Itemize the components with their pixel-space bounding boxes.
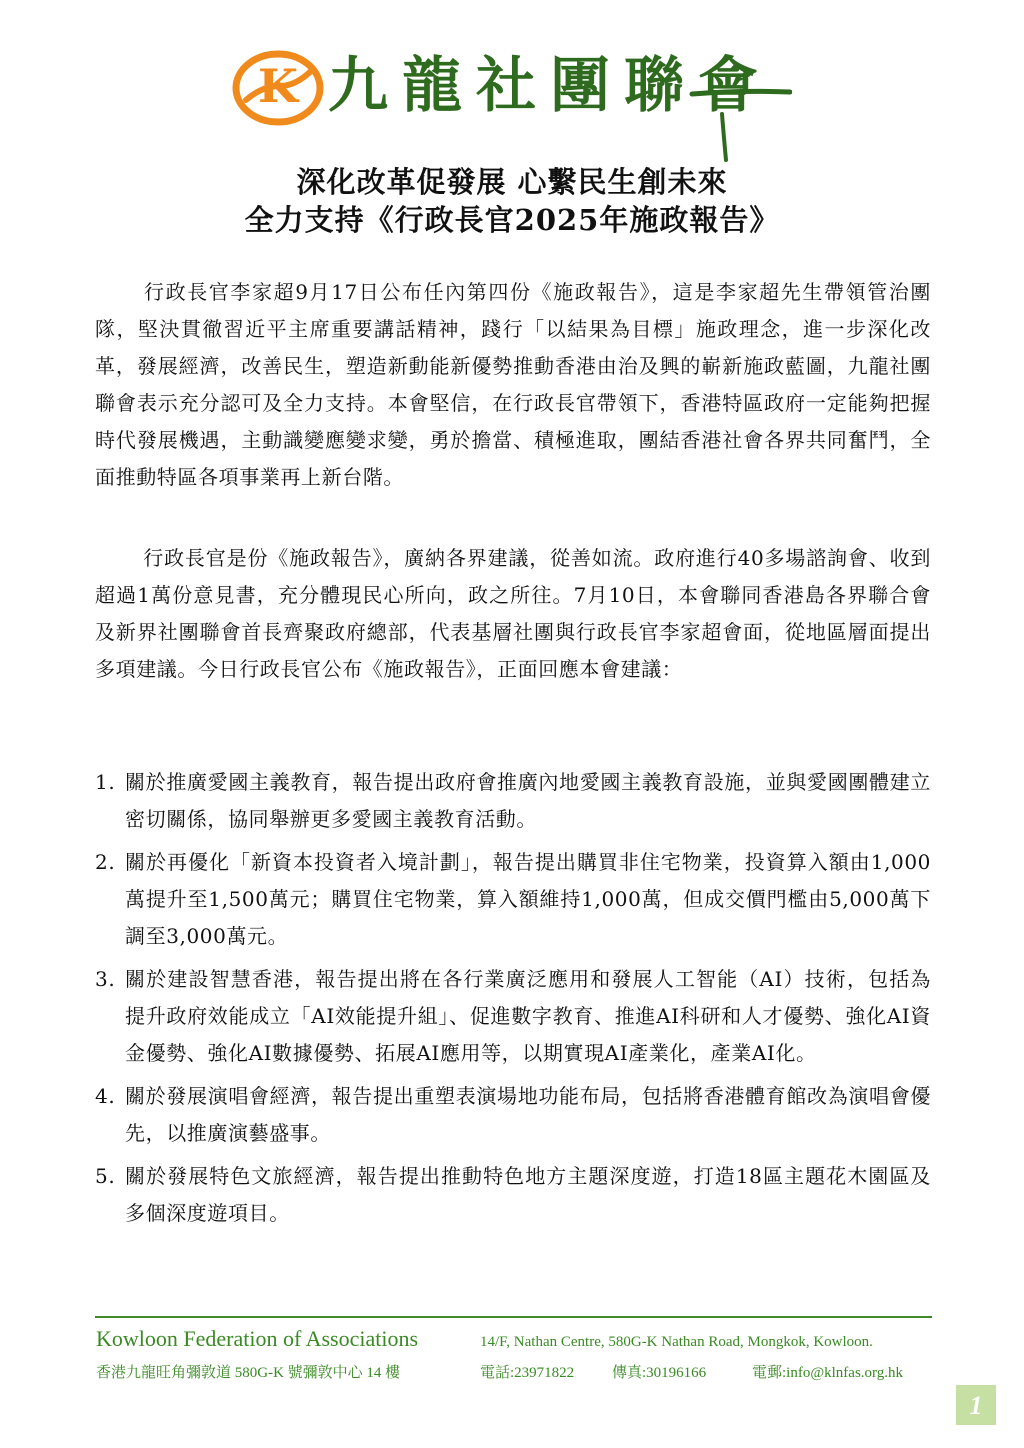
- page-number: 1: [956, 1385, 996, 1425]
- proposal-list: [95, 764, 931, 1238]
- footer-org-name-en: Kowloon Federation of Associations: [96, 1326, 419, 1351]
- page-title-line2: 全力支持《行政長官2025年施政報告》: [244, 203, 780, 237]
- page-title-line1: 深化改革促發展 心繫民生創未來: [296, 165, 728, 199]
- list-item: [95, 844, 931, 955]
- list-item-number: 1.: [95, 770, 116, 794]
- list-item-text: 關於推廣愛國主義教育，報告提出政府會推廣內地愛國主義教育設施，並與愛國團體建立密切關係，協同舉辦更多愛國主義教育活動。: [125, 770, 931, 831]
- list-item-text: 關於建設智慧香港，報告提出將在各行業廣泛應用和發展人工智能（AI）技術，包括為提升政府效能成立「AI效能提升組」、促進數字教育、推進AI科研和人才優勢、強化AI資金優勢、強化AI數據優勢、拓展AI應用等，以期實現AI產業化，產業AI化。: [125, 967, 931, 1065]
- list-item-number: 5.: [95, 1164, 116, 1188]
- list-item: [95, 961, 931, 1072]
- list-item-text: 關於發展演唱會經濟，報告提出重塑表演場地功能布局，包括將香港體育館改為演唱會優先，以推廣演藝盛事。: [125, 1084, 931, 1145]
- logo-mark-icon: [232, 40, 324, 132]
- list-item: [95, 1078, 931, 1152]
- body-paragraph-1: [95, 274, 931, 496]
- list-item: [95, 1158, 931, 1232]
- footer-telephone: 電話:23971822: [480, 1365, 575, 1381]
- org-name-zh: 九龍社團聯會: [328, 51, 772, 121]
- list-item-number: 4.: [95, 1084, 116, 1108]
- body-paragraph-2: [95, 540, 931, 688]
- paragraph-text: 行政長官是份《施政報告》，廣納各界建議，從善如流。政府進行40多場諮詢會、收到超過1萬份意見書，充分體現民心所向，政之所往。7月10日，本會聯同香港島各界聯合會及新界社團聯會首長齊聚政府總部，代表基層社團與行政長官李家超會面，從地區層面提出多項建議。今日行政長官公布《施政報告》，正面回應本會建議：: [95, 546, 931, 681]
- list-item-text: 關於再優化「新資本投資者入境計劃」，報告提出購買非住宅物業，投資算入額由1,000萬提升至1,500萬元；購買住宅物業，算入額維持1,000萬，但成交價門檻由5,000萬下調至3,000萬元。: [125, 850, 931, 948]
- footer-email[interactable]: 電郵:info@klnfas.org.hk: [752, 1365, 904, 1381]
- org-logo: [232, 34, 792, 144]
- list-item-text: 關於發展特色文旅經濟，報告提出推動特色地方主題深度遊，打造18區主題花木園區及多個深度遊項目。: [125, 1164, 931, 1225]
- footer-address-zh: 香港九龍旺角彌敦道 580G-K 號彌敦中心 14 樓: [96, 1365, 401, 1381]
- paragraph-text: 行政長官李家超9月17日公布任內第四份《施政報告》，這是李家超先生帶領管治團隊，堅決貫徹習近平主席重要講話精神，踐行「以結果為目標」施政理念，進一步深化改革，發展經濟，改善民生，塑造新動能新優勢推動香港由治及興的嶄新施政藍圖，九龍社團聯會表示充分認可及全力支持。本會堅信，在行政長官帶領下，香港特區政府一定能夠把握時代發展機遇，主動識變應變求變，勇於擔當、積極進取，團結香港社會各界共同奮鬥，全面推動特區各項事業再上新台階。: [95, 280, 931, 489]
- footer-divider: [95, 1316, 932, 1318]
- list-item-number: 2.: [95, 850, 116, 874]
- list-item: [95, 764, 931, 838]
- logo-mark-letter: K: [258, 59, 298, 113]
- footer-fax: 傳真:30196166: [612, 1365, 707, 1381]
- logo-brush-stroke-icon: [652, 54, 792, 164]
- list-item-number: 3.: [95, 967, 116, 991]
- footer-address-en: 14/F, Nathan Centre, 580G-K Nathan Road, Mongkok, Kowloon.: [480, 1334, 873, 1350]
